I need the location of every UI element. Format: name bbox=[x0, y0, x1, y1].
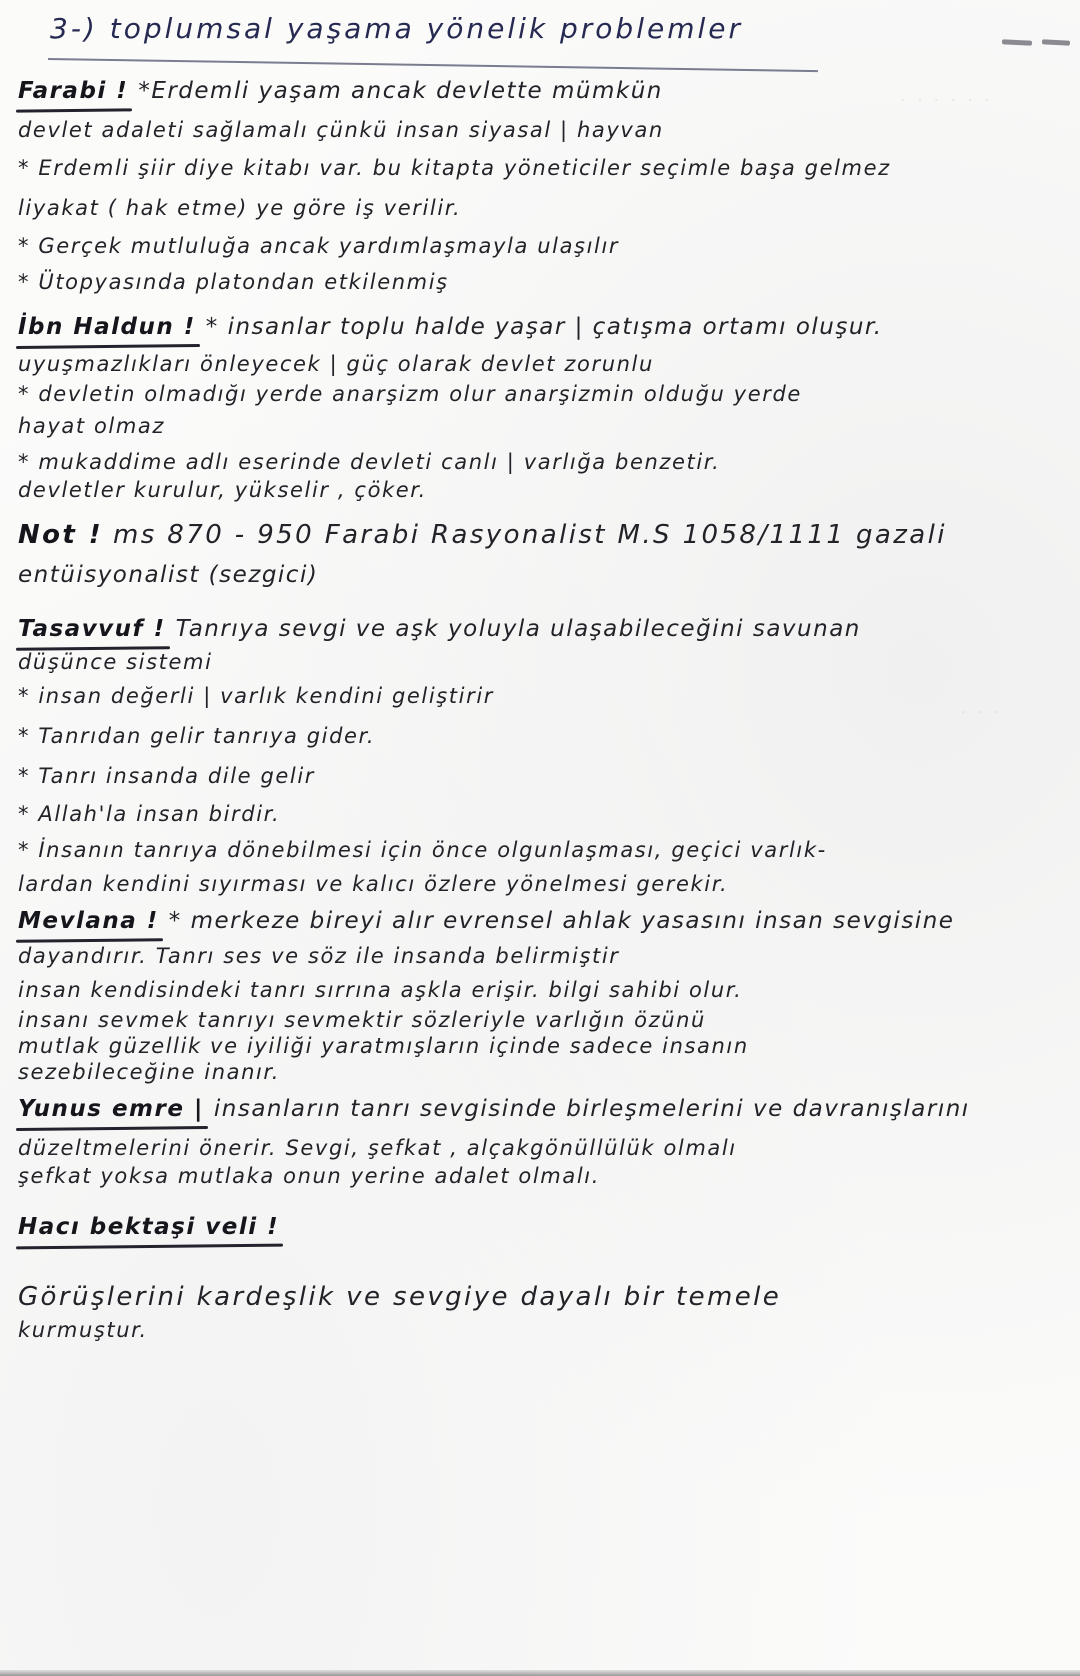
mevlana-line-2: dayandırır. Tanrı ses ve söz ile insanda belirmiştir bbox=[18, 944, 620, 968]
mevlana-line-5: mutlak güzellik ve iyiliği yaratmışların içinde sadece insanın bbox=[18, 1034, 749, 1058]
note-line-2: entüisyonalist (sezgici) bbox=[18, 562, 319, 588]
ibn-haldun-line-1 bbox=[18, 314, 883, 340]
corner-marks-decoration bbox=[1002, 40, 1072, 50]
note-text: ms 870 - 950 Farabi Rasyonalist M.S 1058/1111 gazali bbox=[112, 520, 947, 550]
note-text: *Erdemli yaşam ancak devlette mümkün bbox=[138, 78, 663, 104]
mevlana-line-4: insanı sevmek tanrıyı sevmektir sözleriyle varlığın özünü bbox=[18, 1008, 706, 1032]
ibn-haldun-line-3: * devletin olmadığı yerde anarşizm olur anarşizmin olduğu yerde bbox=[18, 382, 802, 406]
section-heading-haci-bektasi: Hacı bektaşi veli ! bbox=[18, 1214, 280, 1240]
mevlana-line-6: sezebileceğine inanır. bbox=[18, 1060, 280, 1084]
farabi-line-5: * Gerçek mutluluğa ancak yardımlaşmayla ulaşılır bbox=[18, 234, 620, 258]
section-heading-farabi: Farabi ! bbox=[18, 78, 129, 104]
farabi-line-4: liyakat ( hak etme) ye göre iş verilir. bbox=[18, 196, 462, 220]
note-text: * insanlar toplu halde yaşar | çatışma ortamı oluşur. bbox=[205, 314, 883, 340]
ibn-haldun-line-6: devletler kurulur, yükselir , çöker. bbox=[18, 478, 427, 502]
ibn-haldun-line-2: uyuşmazlıkları önleyecek | güç olarak devlet zorunlu bbox=[18, 352, 654, 376]
farabi-line-6: * Ütopyasında platondan etkilenmiş bbox=[18, 270, 449, 294]
page-title: 3-) toplumsal yaşama yönelik problemler bbox=[50, 12, 743, 45]
farabi-line-2: devlet adaleti sağlamalı çünkü insan siyasal | hayvan bbox=[18, 118, 664, 142]
tasavvuf-line-4: * Tanrıdan gelir tanrıya gider. bbox=[18, 724, 376, 748]
tasavvuf-line-7: * İnsanın tanrıya dönebilmesi için önce olgunlaşması, geçici varlık- bbox=[18, 838, 827, 862]
note-line-1 bbox=[18, 520, 947, 550]
bleed-through-text: · · · bbox=[960, 700, 1002, 724]
tasavvuf-line-3: * insan değerli | varlık kendini geliştirir bbox=[18, 684, 494, 708]
section-heading-ibn-haldun: İbn Haldun ! bbox=[18, 314, 196, 340]
section-heading-note: Not ! bbox=[18, 520, 103, 550]
bleed-through-text: · · · · · · bbox=[900, 88, 992, 112]
haci-bektasi-line-2: kurmuştur. bbox=[18, 1318, 148, 1342]
yunus-emre-line-2: düzeltmelerini önerir. Sevgi, şefkat , alçakgönüllülük olmalı bbox=[18, 1136, 737, 1160]
ibn-haldun-line-5: * mukaddime adlı eserinde devleti canlı | varlığa benzetir. bbox=[18, 450, 721, 474]
section-heading-mevlana: Mevlana ! bbox=[18, 908, 159, 934]
page-bottom-edge bbox=[0, 1670, 1080, 1676]
section-heading-yunus-emre: Yunus emre | bbox=[18, 1096, 204, 1122]
title-underline bbox=[48, 58, 818, 72]
haci-bektasi-heading-line bbox=[18, 1214, 279, 1240]
note-text: Tanrıya sevgi ve aşk yoluyla ulaşabileceğini savunan bbox=[175, 616, 861, 642]
tasavvuf-line-1 bbox=[18, 616, 861, 642]
yunus-emre-line-1 bbox=[18, 1096, 970, 1122]
tasavvuf-line-5: * Tanrı insanda dile gelir bbox=[18, 764, 316, 788]
mevlana-line-1 bbox=[18, 908, 954, 934]
note-text: insanların tanrı sevgisinde birleşmelerini ve davranışlarını bbox=[213, 1096, 970, 1122]
tasavvuf-line-2: düşünce sistemi bbox=[18, 650, 213, 674]
ibn-haldun-line-4: hayat olmaz bbox=[18, 414, 166, 438]
haci-bektasi-line-1: Görüşlerini kardeşlik ve sevgiye dayalı bir temele bbox=[18, 1282, 782, 1312]
tasavvuf-line-8: lardan kendini sıyırması ve kalıcı özlere yönelmesi gerekir. bbox=[18, 872, 729, 896]
section-heading-tasavvuf: Tasavvuf ! bbox=[18, 616, 166, 642]
note-text: * merkeze bireyi alır evrensel ahlak yasasını insan sevgisine bbox=[168, 908, 955, 934]
yunus-emre-line-3: şefkat yoksa mutlaka onun yerine adalet olmalı. bbox=[18, 1164, 600, 1188]
farabi-line-3: * Erdemli şiir diye kitabı var. bu kitapta yöneticiler seçimle başa gelmez bbox=[18, 156, 891, 180]
mevlana-line-3: insan kendisindeki tanrı sırrına aşkla erişir. bilgi sahibi olur. bbox=[18, 978, 743, 1002]
farabi-line-1 bbox=[18, 78, 663, 104]
tasavvuf-line-6: * Allah'la insan birdir. bbox=[18, 802, 281, 826]
